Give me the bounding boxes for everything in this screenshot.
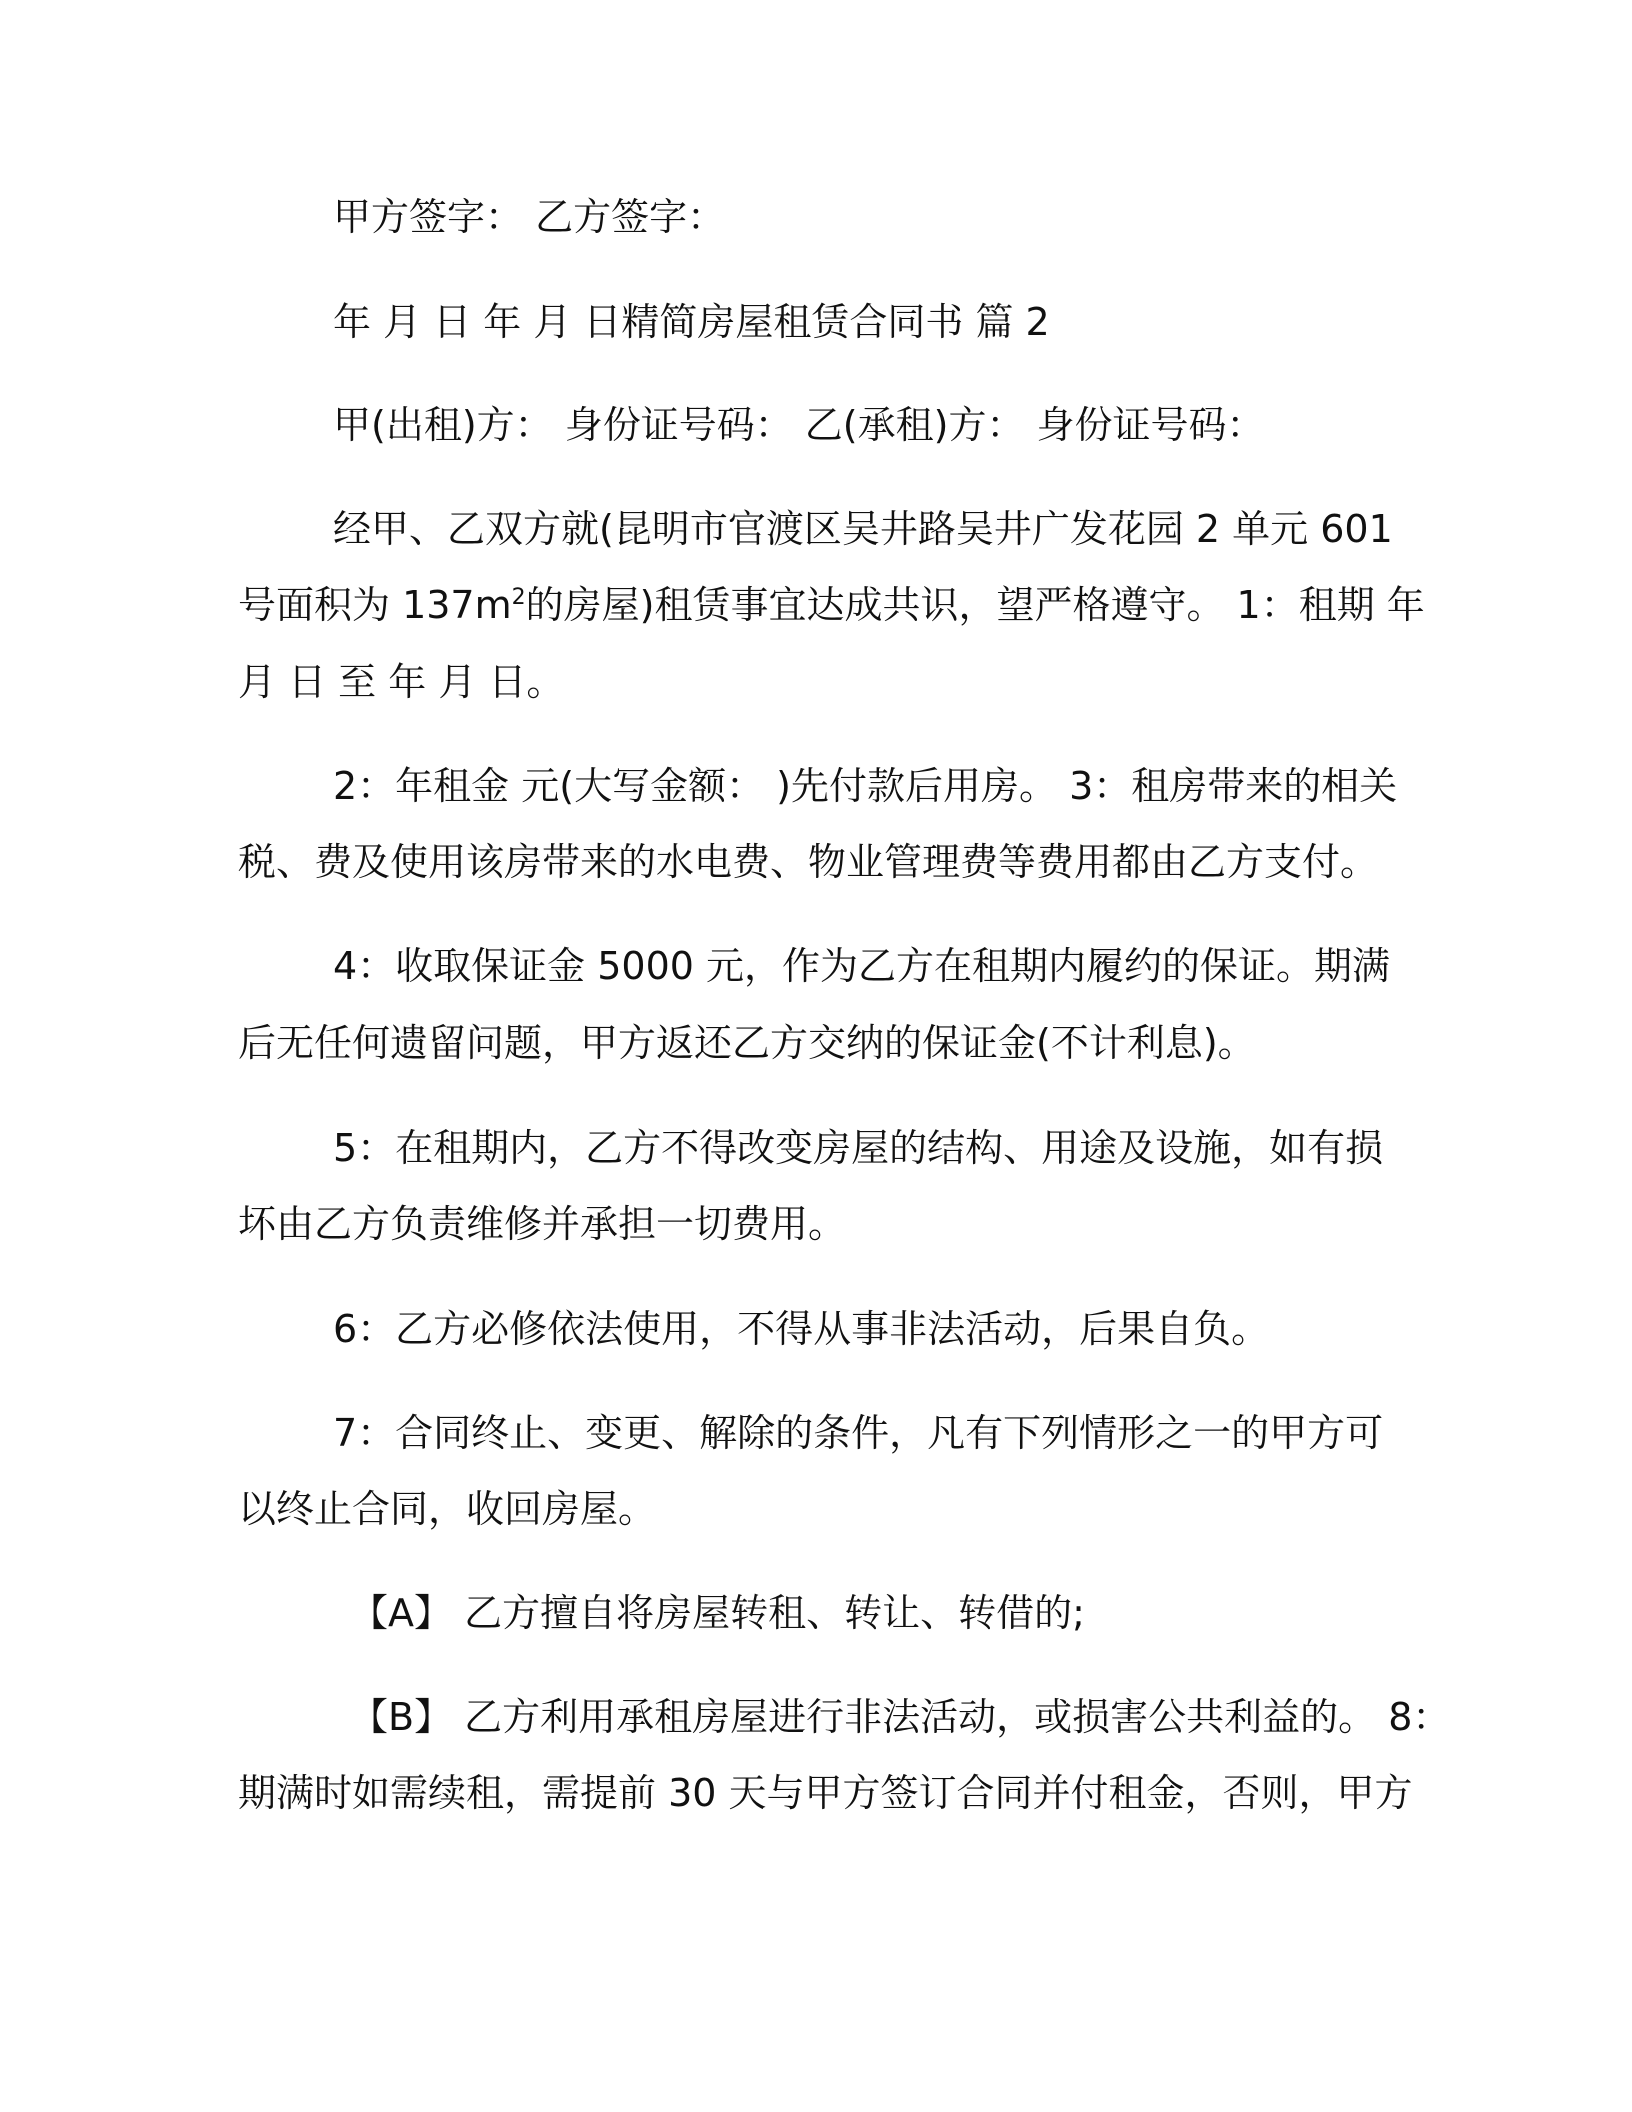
signature-line: 甲方签字： 乙方签字： [333, 195, 726, 239]
list-item: 【A】 乙方擅自将房屋转租、转让、转借的; [350, 1591, 1085, 1635]
paragraph-line [238, 581, 1425, 629]
paragraph-line: 6：乙方必修依法使用，不得从事非法活动，后果自负。 [333, 1307, 1270, 1351]
parties-line: 甲(出租)方： 身份证号码： 乙(承租)方： 身份证号码： [333, 403, 1265, 447]
paragraph-line: 7：合同终止、变更、解除的条件，凡有下列情形之一的甲方可 [333, 1411, 1384, 1455]
superscript-2: 2 [511, 585, 526, 610]
date-and-title-line: 年 月 日 年 月 日精简房屋租赁合同书 篇 2 [333, 300, 1050, 344]
paragraph-line: 4：收取保证金 5000 元，作为乙方在租期内履约的保证。期满 [333, 944, 1391, 988]
paragraph-line: 期满时如需续租，需提前 30 天与甲方签订合同并付租金，否则，甲方 [238, 1771, 1413, 1815]
paragraph-line: 经甲、乙双方就(昆明市官渡区吴井路吴井广发花园 2 单元 601 [333, 507, 1393, 551]
area-text: 号面积为 137m [238, 583, 512, 627]
paragraph-continuation: 的房屋)租赁事宜达成共识，望严格遵守。 1：租期 年 [525, 583, 1425, 627]
paragraph-line: 税、费及使用该房带来的水电费、物业管理费等费用都由乙方支付。 [238, 840, 1379, 884]
paragraph-line: 坏由乙方负责维修并承担一切费用。 [238, 1202, 847, 1246]
list-item: 【B】 乙方利用承租房屋进行非法活动，或损害公共利益的。 8： [350, 1695, 1451, 1739]
paragraph-line: 后无任何遗留问题，甲方返还乙方交纳的保证金(不计利息)。 [238, 1021, 1256, 1065]
paragraph-line: 以终止合同，收回房屋。 [238, 1487, 657, 1531]
paragraph-line: 2：年租金 元(大写金额： )先付款后用房。 3：租房带来的相关 [333, 764, 1398, 808]
paragraph-line: 5：在租期内，乙方不得改变房屋的结构、用途及设施，如有损 [333, 1126, 1384, 1170]
paragraph-line: 月 日 至 年 月 日。 [238, 660, 565, 704]
